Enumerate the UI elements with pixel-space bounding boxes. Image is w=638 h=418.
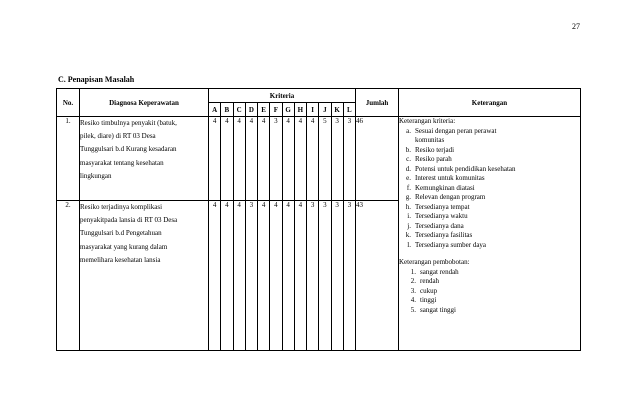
diagnosis-line: penyakitpada lansia di RT 03 Desa: [80, 216, 178, 225]
list-item: [401, 203, 580, 213]
score-cell: 4: [294, 201, 306, 351]
list-text: Tersedianya sumber daya: [415, 240, 487, 249]
list-marker: g.: [405, 193, 411, 201]
score-cell: 3: [331, 201, 343, 351]
score-cell: 3: [307, 201, 319, 351]
score-cell: 4: [221, 201, 233, 351]
list-marker: c.: [406, 155, 411, 163]
score-cell: 3: [319, 201, 331, 351]
score-cell: 4: [282, 117, 294, 201]
header-diagnosa: Diagnosa Keperawatan: [80, 89, 209, 117]
list-text: Relevan dengan program: [415, 193, 486, 201]
section-title: C. Penapisan Masalah: [58, 75, 135, 84]
list-text: Tersedianya dana: [415, 221, 464, 230]
row-number: 1.: [57, 117, 80, 201]
problem-screening-table: [56, 88, 581, 351]
header-jumlah: Jumlah: [356, 89, 399, 117]
total-score-cell: 46: [356, 117, 399, 201]
list-item: [401, 165, 580, 175]
score-cell: 4: [270, 201, 282, 351]
list-marker: f.: [406, 183, 411, 192]
criteria-letter-header: D: [245, 103, 257, 117]
list-item: [401, 136, 580, 146]
list-text: Tersedianya tempat: [415, 202, 470, 211]
list-text: tinggi: [420, 296, 437, 304]
diagnosis-line: Tunggulsari b.d Kurang kesadaran: [80, 145, 177, 154]
score-cell: 3: [343, 201, 355, 351]
list-text: Resiko terjadi: [415, 145, 455, 154]
list-marker: 3.: [410, 286, 416, 295]
list-item: [403, 287, 580, 297]
list-item: [403, 306, 580, 316]
list-text: Tersedianya fasilitas: [415, 231, 473, 239]
criteria-letter-header: H: [294, 103, 306, 117]
total-score-cell: 43: [356, 201, 399, 351]
list-marker: l.: [407, 240, 411, 249]
criteria-letter-header: C: [233, 103, 245, 117]
list-text: cukup: [420, 286, 438, 295]
row-number: 2.: [57, 201, 80, 351]
score-cell: 4: [209, 201, 221, 351]
list-item: [403, 277, 580, 287]
table-row: [57, 117, 581, 201]
list-marker: i.: [407, 212, 411, 220]
list-item: [403, 268, 580, 278]
list-marker: h.: [405, 202, 411, 211]
criteria-letter-header: K: [331, 103, 343, 117]
score-cell: 3: [331, 117, 343, 201]
list-marker: 5.: [410, 305, 416, 314]
score-cell: 5: [319, 117, 331, 201]
list-item: [401, 241, 580, 251]
criteria-legend-title: Keterangan kriteria:: [399, 117, 456, 125]
list-item: [401, 212, 580, 222]
list-item: [401, 222, 580, 232]
diagnosis-line: pilek, diare) di RT 03 Desa: [80, 132, 156, 141]
list-text: sangat rendah: [420, 267, 459, 276]
score-cell: 3: [270, 117, 282, 201]
keterangan-cell: [399, 117, 581, 351]
criteria-letter-header: J: [319, 103, 331, 117]
criteria-letter-header: A: [209, 103, 221, 117]
list-item: [401, 155, 580, 165]
list-item: [401, 146, 580, 156]
list-text: rendah: [420, 277, 440, 285]
list-text: Potensi untuk pendidikan kesehatan: [415, 164, 516, 173]
list-text: Kemungkinan diatasi: [415, 183, 475, 192]
list-marker: 4.: [410, 296, 416, 304]
score-cell: 4: [221, 117, 233, 201]
score-cell: 4: [209, 117, 221, 201]
criteria-letter-header: F: [270, 103, 282, 117]
diagnosis-line: Resiko terjadinya komplikasi: [80, 203, 163, 211]
criteria-legend-list: [399, 127, 580, 251]
diagnosis-cell: [80, 117, 209, 201]
header-no: No.: [57, 89, 80, 117]
score-cell: 4: [233, 201, 245, 351]
criteria-letter-header: G: [282, 103, 294, 117]
list-item: [401, 127, 580, 137]
list-marker: d.: [405, 164, 411, 173]
score-cell: 4: [294, 117, 306, 201]
list-text: Interest untuk komunitas: [415, 174, 485, 182]
list-marker: e.: [406, 174, 411, 182]
diagnosis-line: masyarakat tentang kesehatan: [80, 158, 164, 167]
diagnosis-line: lingkungan: [80, 171, 112, 180]
score-cell: 4: [307, 117, 319, 201]
diagnosis-line: masyarakat yang kurang dalam: [80, 242, 168, 251]
list-item: [401, 193, 580, 203]
list-item: [401, 231, 580, 241]
list-item: [401, 174, 580, 184]
list-marker: [401, 136, 415, 146]
criteria-letter-header: L: [343, 103, 355, 117]
list-text: Tersedianya waktu: [415, 212, 468, 220]
list-marker: 1.: [410, 267, 416, 276]
list-text: Resiko parah: [415, 155, 452, 163]
diagnosis-line: Resiko timbulnya penyakit (batuk,: [80, 119, 177, 127]
page-number: 27: [572, 22, 580, 31]
score-cell: 4: [245, 117, 257, 201]
header-keterangan: Keterangan: [399, 89, 581, 117]
criteria-letter-header: I: [307, 103, 319, 117]
list-item: [401, 184, 580, 194]
header-kriteria: Kriteria: [209, 89, 356, 103]
score-cell: 3: [343, 117, 355, 201]
score-cell: 4: [282, 201, 294, 351]
score-cell: 4: [258, 117, 270, 201]
list-marker: k.: [405, 231, 411, 239]
list-marker: 2.: [410, 277, 416, 285]
score-cell: 4: [258, 201, 270, 351]
list-text: sangat tinggi: [420, 305, 456, 314]
diagnosis-line: Tunggulsari b.d Pengetahuan: [80, 229, 162, 238]
list-marker: b.: [405, 145, 411, 154]
diagnosis-line: memelihara kesehatan lansia: [80, 255, 161, 264]
list-text: komunitas: [415, 136, 445, 144]
list-marker: j.: [407, 221, 411, 230]
list-item: [403, 296, 580, 306]
score-cell: 3: [245, 201, 257, 351]
list-text: Sesuai dengan peran perawat: [415, 126, 497, 135]
weight-legend-list: [399, 268, 580, 316]
list-marker: a.: [406, 126, 411, 135]
weight-legend-title: Keterangan pembobotan:: [399, 258, 470, 266]
score-cell: 4: [233, 117, 245, 201]
diagnosis-cell: [80, 201, 209, 351]
criteria-letter-header: B: [221, 103, 233, 117]
criteria-letter-header: E: [258, 103, 270, 117]
